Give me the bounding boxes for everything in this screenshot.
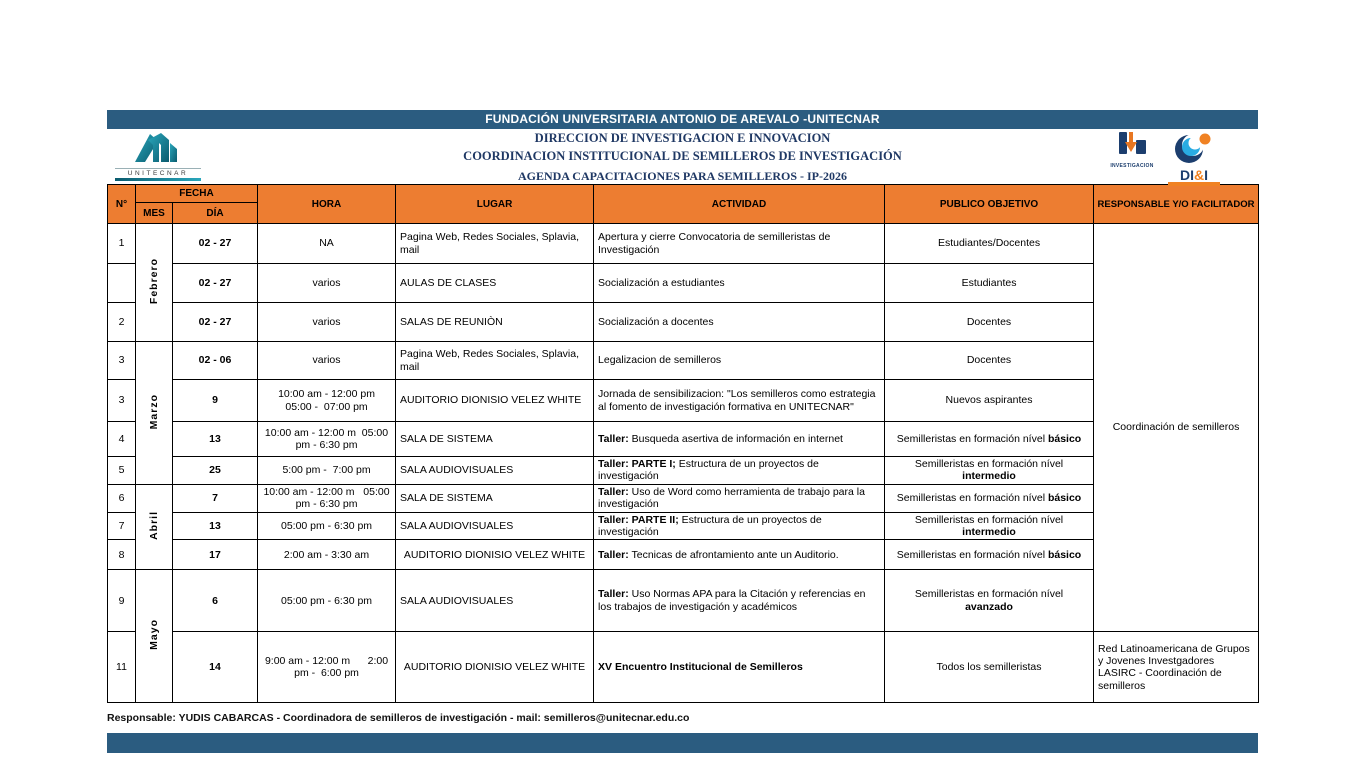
table-row bbox=[108, 303, 1259, 342]
cell-numero: 5 bbox=[108, 457, 136, 485]
cell-numero: 3 bbox=[108, 342, 136, 380]
cell-dia: 02 - 27 bbox=[173, 264, 258, 303]
header-actividad: ACTIVIDAD bbox=[594, 185, 885, 224]
header-row-1 bbox=[108, 185, 1259, 203]
table-row bbox=[108, 457, 1259, 485]
header-hora: HORA bbox=[258, 185, 396, 224]
header-publico: PUBLICO OBJETIVO bbox=[885, 185, 1094, 224]
cell-responsable-main: Coordinación de semilleros bbox=[1094, 224, 1259, 632]
subtitle-agenda: AGENDA CAPACITACIONES PARA SEMILLEROS - IP-2026 bbox=[517, 169, 848, 183]
cell-publico: Docentes bbox=[885, 342, 1094, 380]
dii-label-di: DI bbox=[1179, 167, 1194, 183]
cell-numero: 7 bbox=[108, 512, 136, 540]
cell-dia: 7 bbox=[173, 484, 258, 512]
cell-actividad: Taller: Uso Normas APA para la Citación y referencias en los trabajos de investigación y académicos bbox=[594, 570, 885, 632]
header-responsable: RESPONSABLE Y/O FACILITADOR bbox=[1094, 185, 1259, 224]
cell-publico: Docentes bbox=[885, 303, 1094, 342]
table-row bbox=[108, 224, 1259, 264]
cell-dia: 9 bbox=[173, 380, 258, 422]
cell-hora: varios bbox=[258, 303, 396, 342]
table-row bbox=[108, 570, 1259, 632]
cell-publico: Todos los semilleristas bbox=[885, 632, 1094, 703]
dii-logo bbox=[1168, 131, 1220, 186]
cell-numero: 2 bbox=[108, 303, 136, 342]
page-title: FUNDACIÓN UNIVERSITARIA ANTONIO DE AREVALO -UNITECNAR bbox=[107, 110, 1258, 129]
header-fecha: FECHA bbox=[136, 185, 258, 203]
cell-dia: 25 bbox=[173, 457, 258, 485]
cell-numero: 9 bbox=[108, 570, 136, 632]
cell-hora: 10:00 am - 12:00 m 05:00 pm - 6:30 pm bbox=[258, 484, 396, 512]
table-row bbox=[108, 422, 1259, 457]
cell-lugar: SALA DE SISTEMA bbox=[396, 422, 594, 457]
cell-actividad: XV Encuentro Institucional de Semilleros bbox=[594, 632, 885, 703]
cell-hora: varios bbox=[258, 264, 396, 303]
cell-hora: 05:00 pm - 6:30 pm bbox=[258, 512, 396, 540]
cell-publico: Semilleristas en formación nível básico bbox=[885, 540, 1094, 570]
table-row bbox=[108, 380, 1259, 422]
cell-publico: Semilleristas en formación nível avanzado bbox=[885, 570, 1094, 632]
right-logos bbox=[1106, 131, 1220, 186]
cell-dia: 02 - 27 bbox=[173, 303, 258, 342]
cell-dia: 17 bbox=[173, 540, 258, 570]
cell-lugar: Pagina Web, Redes Sociales, Splavia, mail bbox=[396, 224, 594, 264]
cell-lugar: SALAS DE REUNIÒN bbox=[396, 303, 594, 342]
cell-dia: 14 bbox=[173, 632, 258, 703]
table-row bbox=[108, 484, 1259, 512]
table-row bbox=[108, 342, 1259, 380]
cell-hora: 9:00 am - 12:00 m 2:00 pm - 6:00 pm bbox=[258, 632, 396, 703]
cell-dia: 13 bbox=[173, 422, 258, 457]
dii-label-i: I bbox=[1204, 167, 1208, 183]
cell-publico: Semilleristas en formación nível intermedio bbox=[885, 512, 1094, 540]
header-numero: N° bbox=[108, 185, 136, 224]
document-subtitles bbox=[107, 131, 1258, 184]
agenda-table bbox=[107, 184, 1259, 703]
dii-label-amp: & bbox=[1193, 167, 1205, 183]
table-row bbox=[108, 264, 1259, 303]
cell-hora: 05:00 pm - 6:30 pm bbox=[258, 570, 396, 632]
cell-lugar: AUDITORIO DIONISIO VELEZ WHITE bbox=[396, 632, 594, 703]
subtitle-direccion: DIRECCION DE INVESTIGACION E INNOVACION bbox=[534, 131, 831, 145]
cell-numero: 11 bbox=[108, 632, 136, 703]
header-mes: MES bbox=[136, 203, 173, 224]
cell-actividad: Taller: Uso de Word como herramienta de trabajo para la investigación bbox=[594, 484, 885, 512]
cell-publico: Nuevos aspirantes bbox=[885, 380, 1094, 422]
cell-dia: 6 bbox=[173, 570, 258, 632]
cell-lugar: AUDITORIO DIONISIO VELEZ WHITE bbox=[396, 380, 594, 422]
investigacion-logo bbox=[1106, 131, 1158, 169]
cell-lugar: SALA AUDIOVISUALES bbox=[396, 570, 594, 632]
investigacion-logo-label: INVESTIGACION bbox=[1110, 163, 1154, 169]
cell-actividad: Legalizacion de semilleros bbox=[594, 342, 885, 380]
cell-hora: 10:00 am - 12:00 pm 05:00 - 07:00 pm bbox=[258, 380, 396, 422]
cell-publico: Semilleristas en formación nível básico bbox=[885, 484, 1094, 512]
unitecnar-logo-label: UNITECNAR bbox=[115, 168, 201, 177]
cell-dia: 02 - 27 bbox=[173, 224, 258, 264]
cell-actividad: Taller: PARTE II; Estructura de un proyectos de investigación bbox=[594, 512, 885, 540]
cell-hora: 2:00 am - 3:30 am bbox=[258, 540, 396, 570]
dii-logo-icon bbox=[1174, 131, 1214, 164]
cell-publico: Semilleristas en formación nível intermedio bbox=[885, 457, 1094, 485]
header-band bbox=[107, 129, 1258, 184]
table-row bbox=[108, 632, 1259, 703]
cell-actividad: Taller: Busqueda asertiva de información en internet bbox=[594, 422, 885, 457]
cell-responsable-last: Red Latinoamericana de Grupos y Jovenes Investgadores LASIRC - Coordinación de semilleros bbox=[1094, 632, 1259, 703]
header-dia: DÍA bbox=[173, 203, 258, 224]
cell-publico: Estudiantes/Docentes bbox=[885, 224, 1094, 264]
cell-dia: 13 bbox=[173, 512, 258, 540]
cell-hora: 10:00 am - 12:00 m 05:00 pm - 6:30 pm bbox=[258, 422, 396, 457]
cell-mes-abril: Abril bbox=[136, 484, 173, 570]
bottom-bar bbox=[107, 733, 1258, 753]
cell-lugar: AUDITORIO DIONISIO VELEZ WHITE bbox=[396, 540, 594, 570]
cell-lugar: AULAS DE CLASES bbox=[396, 264, 594, 303]
table-row bbox=[108, 512, 1259, 540]
investigacion-logo-icon bbox=[1116, 131, 1148, 157]
table-row bbox=[108, 540, 1259, 570]
cell-mes-mayo: Mayo bbox=[136, 570, 173, 703]
agenda-sheet bbox=[107, 110, 1258, 753]
cell-publico: Semilleristas en formación nível básico bbox=[885, 422, 1094, 457]
cell-publico: Estudiantes bbox=[885, 264, 1094, 303]
cell-numero: 4 bbox=[108, 422, 136, 457]
cell-actividad: Apertura y cierre Convocatoria de semilleristas de Investigación bbox=[594, 224, 885, 264]
dii-logo-label bbox=[1168, 169, 1220, 181]
cell-actividad: Socialización a docentes bbox=[594, 303, 885, 342]
footer-note: Responsable: YUDIS CABARCAS - Coordinadora de semilleros de investigación - mail: semilleros@unitecnar.edu.co bbox=[107, 712, 690, 725]
cell-numero: 8 bbox=[108, 540, 136, 570]
header-lugar: LUGAR bbox=[396, 185, 594, 224]
cell-numero: 3 bbox=[108, 380, 136, 422]
cell-actividad: Taller: Tecnicas de afrontamiento ante un Auditorio. bbox=[594, 540, 885, 570]
cell-numero: 1 bbox=[108, 224, 136, 264]
cell-numero: 6 bbox=[108, 484, 136, 512]
subtitle-coordinacion: COORDINACION INSTITUCIONAL DE SEMILLEROS DE INVESTIGACIÓN bbox=[463, 149, 902, 163]
cell-lugar: SALA AUDIOVISUALES bbox=[396, 512, 594, 540]
cell-hora: NA bbox=[258, 224, 396, 264]
cell-mes-febrero: Febrero bbox=[136, 224, 173, 342]
cell-actividad: Jornada de sensibilizacion: "Los semilleros como estrategia al fomento de investigación formativa en UNITECNAR" bbox=[594, 380, 885, 422]
cell-lugar: Pagina Web, Redes Sociales, Splavia, mail bbox=[396, 342, 594, 380]
cell-mes-marzo: Marzo bbox=[136, 342, 173, 485]
cell-hora: 5:00 pm - 7:00 pm bbox=[258, 457, 396, 485]
cell-lugar: SALA AUDIOVISUALES bbox=[396, 457, 594, 485]
cell-lugar: SALA DE SISTEMA bbox=[396, 484, 594, 512]
cell-hora: varios bbox=[258, 342, 396, 380]
cell-numero bbox=[108, 264, 136, 303]
cell-dia: 02 - 06 bbox=[173, 342, 258, 380]
cell-actividad: Taller: PARTE I; Estructura de un proyectos de investigación bbox=[594, 457, 885, 485]
cell-actividad: Socialización a estudiantes bbox=[594, 264, 885, 303]
